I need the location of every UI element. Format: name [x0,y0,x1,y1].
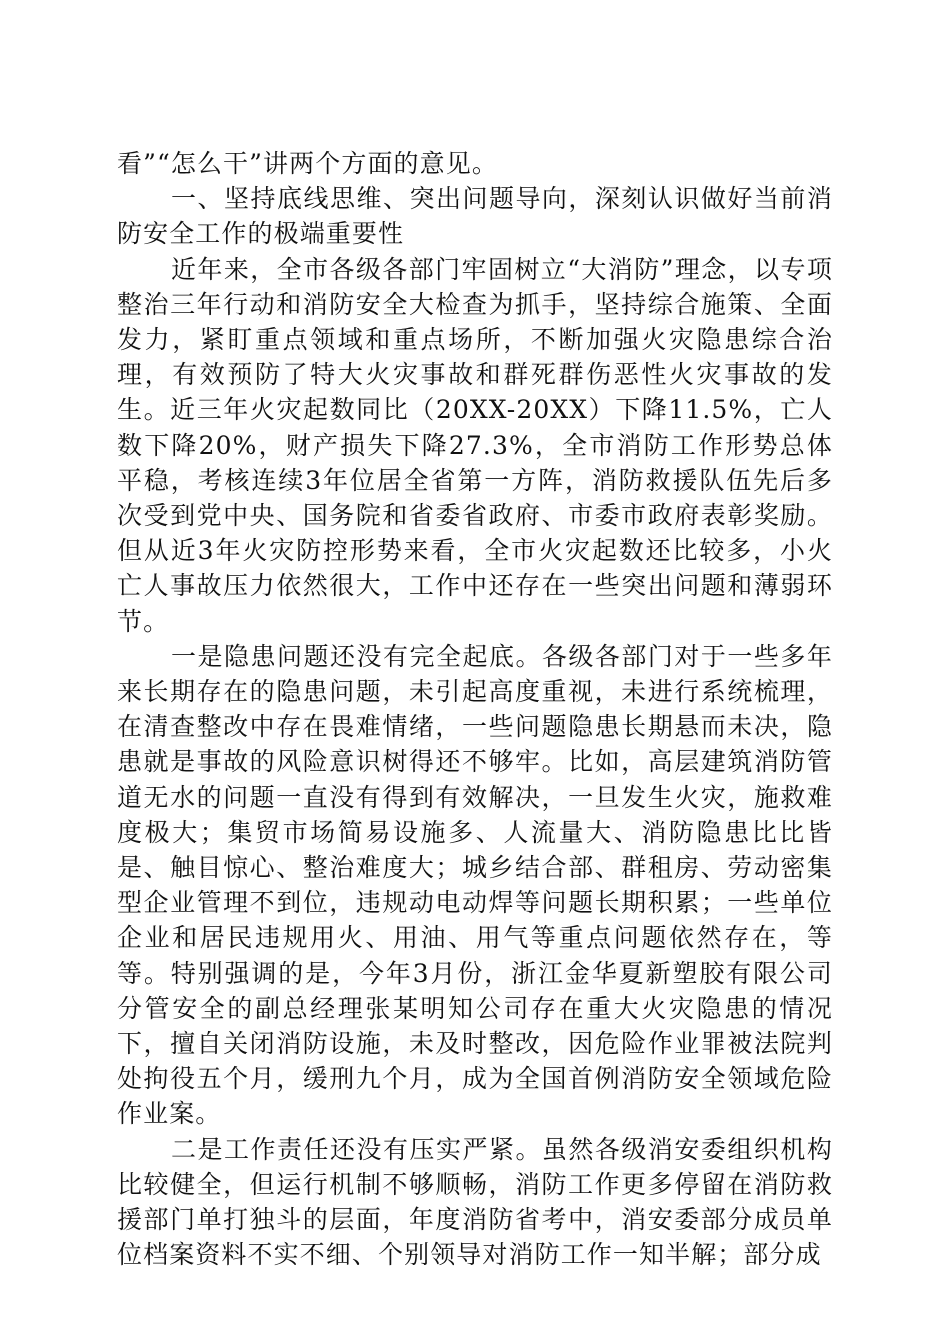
paragraph-overview: 近年来，全市各级各部门牢固树立“大消防”理念，以专项整治三年行动和消防安全大检查为抓手，坚持综合施策、全面发力，紧盯重点领域和重点场所，不断加强火灾隐患综合治理，有效预防了特大火灾事故和群死群伤恶性火灾事故的发生。近三年火灾起数同比（20XX-20XX）下降11.5%，亡人数下降20%，财产损失下降27.3%，全市消防工作形势总体平稳，考核连续3年位居全省第一方阵，消防救援队伍先后多次受到党中央、国务院和省委省政府、市委市政府表彰奖励。但从近3年火灾防控形势来看，全市火灾起数还比较多，小火亡人事故压力依然很大，工作中还存在一些突出问题和薄弱环节。 [117,254,833,636]
paragraph-responsibility: 二是工作责任还没有压实严紧。虽然各级消安委组织机构比较健全，但运行机制不够顺畅，消防工作更多停留在消防救援部门单打独斗的层面，年度消防省考中，消安委部分成员单位档案资料不实不细、个别领导对消防工作一知半解；部分成 [117,1134,833,1270]
document-body [117,146,833,1273]
paragraph-continuation: 看”“怎么干”讲两个方面的意见。 [117,149,498,178]
paragraph-hidden-dangers: 一是隐患问题还没有完全起底。各级各部门对于一些多年来长期存在的隐患问题，未引起高度重视，未进行系统梳理，在清查整改中存在畏难情绪，一些问题隐患长期悬而未决，隐患就是事故的风险意识树得还不够牢。比如，高层建筑消防管道无水的问题一直没有得到有效解决，一旦发生火灾，施救难度极大；集贸市场简易设施多、人流量大、消防隐患比比皆是、触目惊心、整治难度大；城乡结合部、群租房、劳动密集型企业管理不到位，违规动电动焊等问题长期积累；一些单位企业和居民违规用火、用油、用气等重点问题依然存在，等等。特别强调的是，今年3月份，浙江金华夏新塑胶有限公司分管安全的副总经理张某明知公司存在重大火灾隐患的情况下，擅自关闭消防设施，未及时整改，因危险作业罪被法院判处拘役五个月，缓刑九个月，成为全国首例消防安全领域危险作业案。 [117,641,833,1129]
section-heading: 一、坚持底线思维、突出问题导向，深刻认识做好当前消防安全工作的极端重要性 [117,184,833,249]
